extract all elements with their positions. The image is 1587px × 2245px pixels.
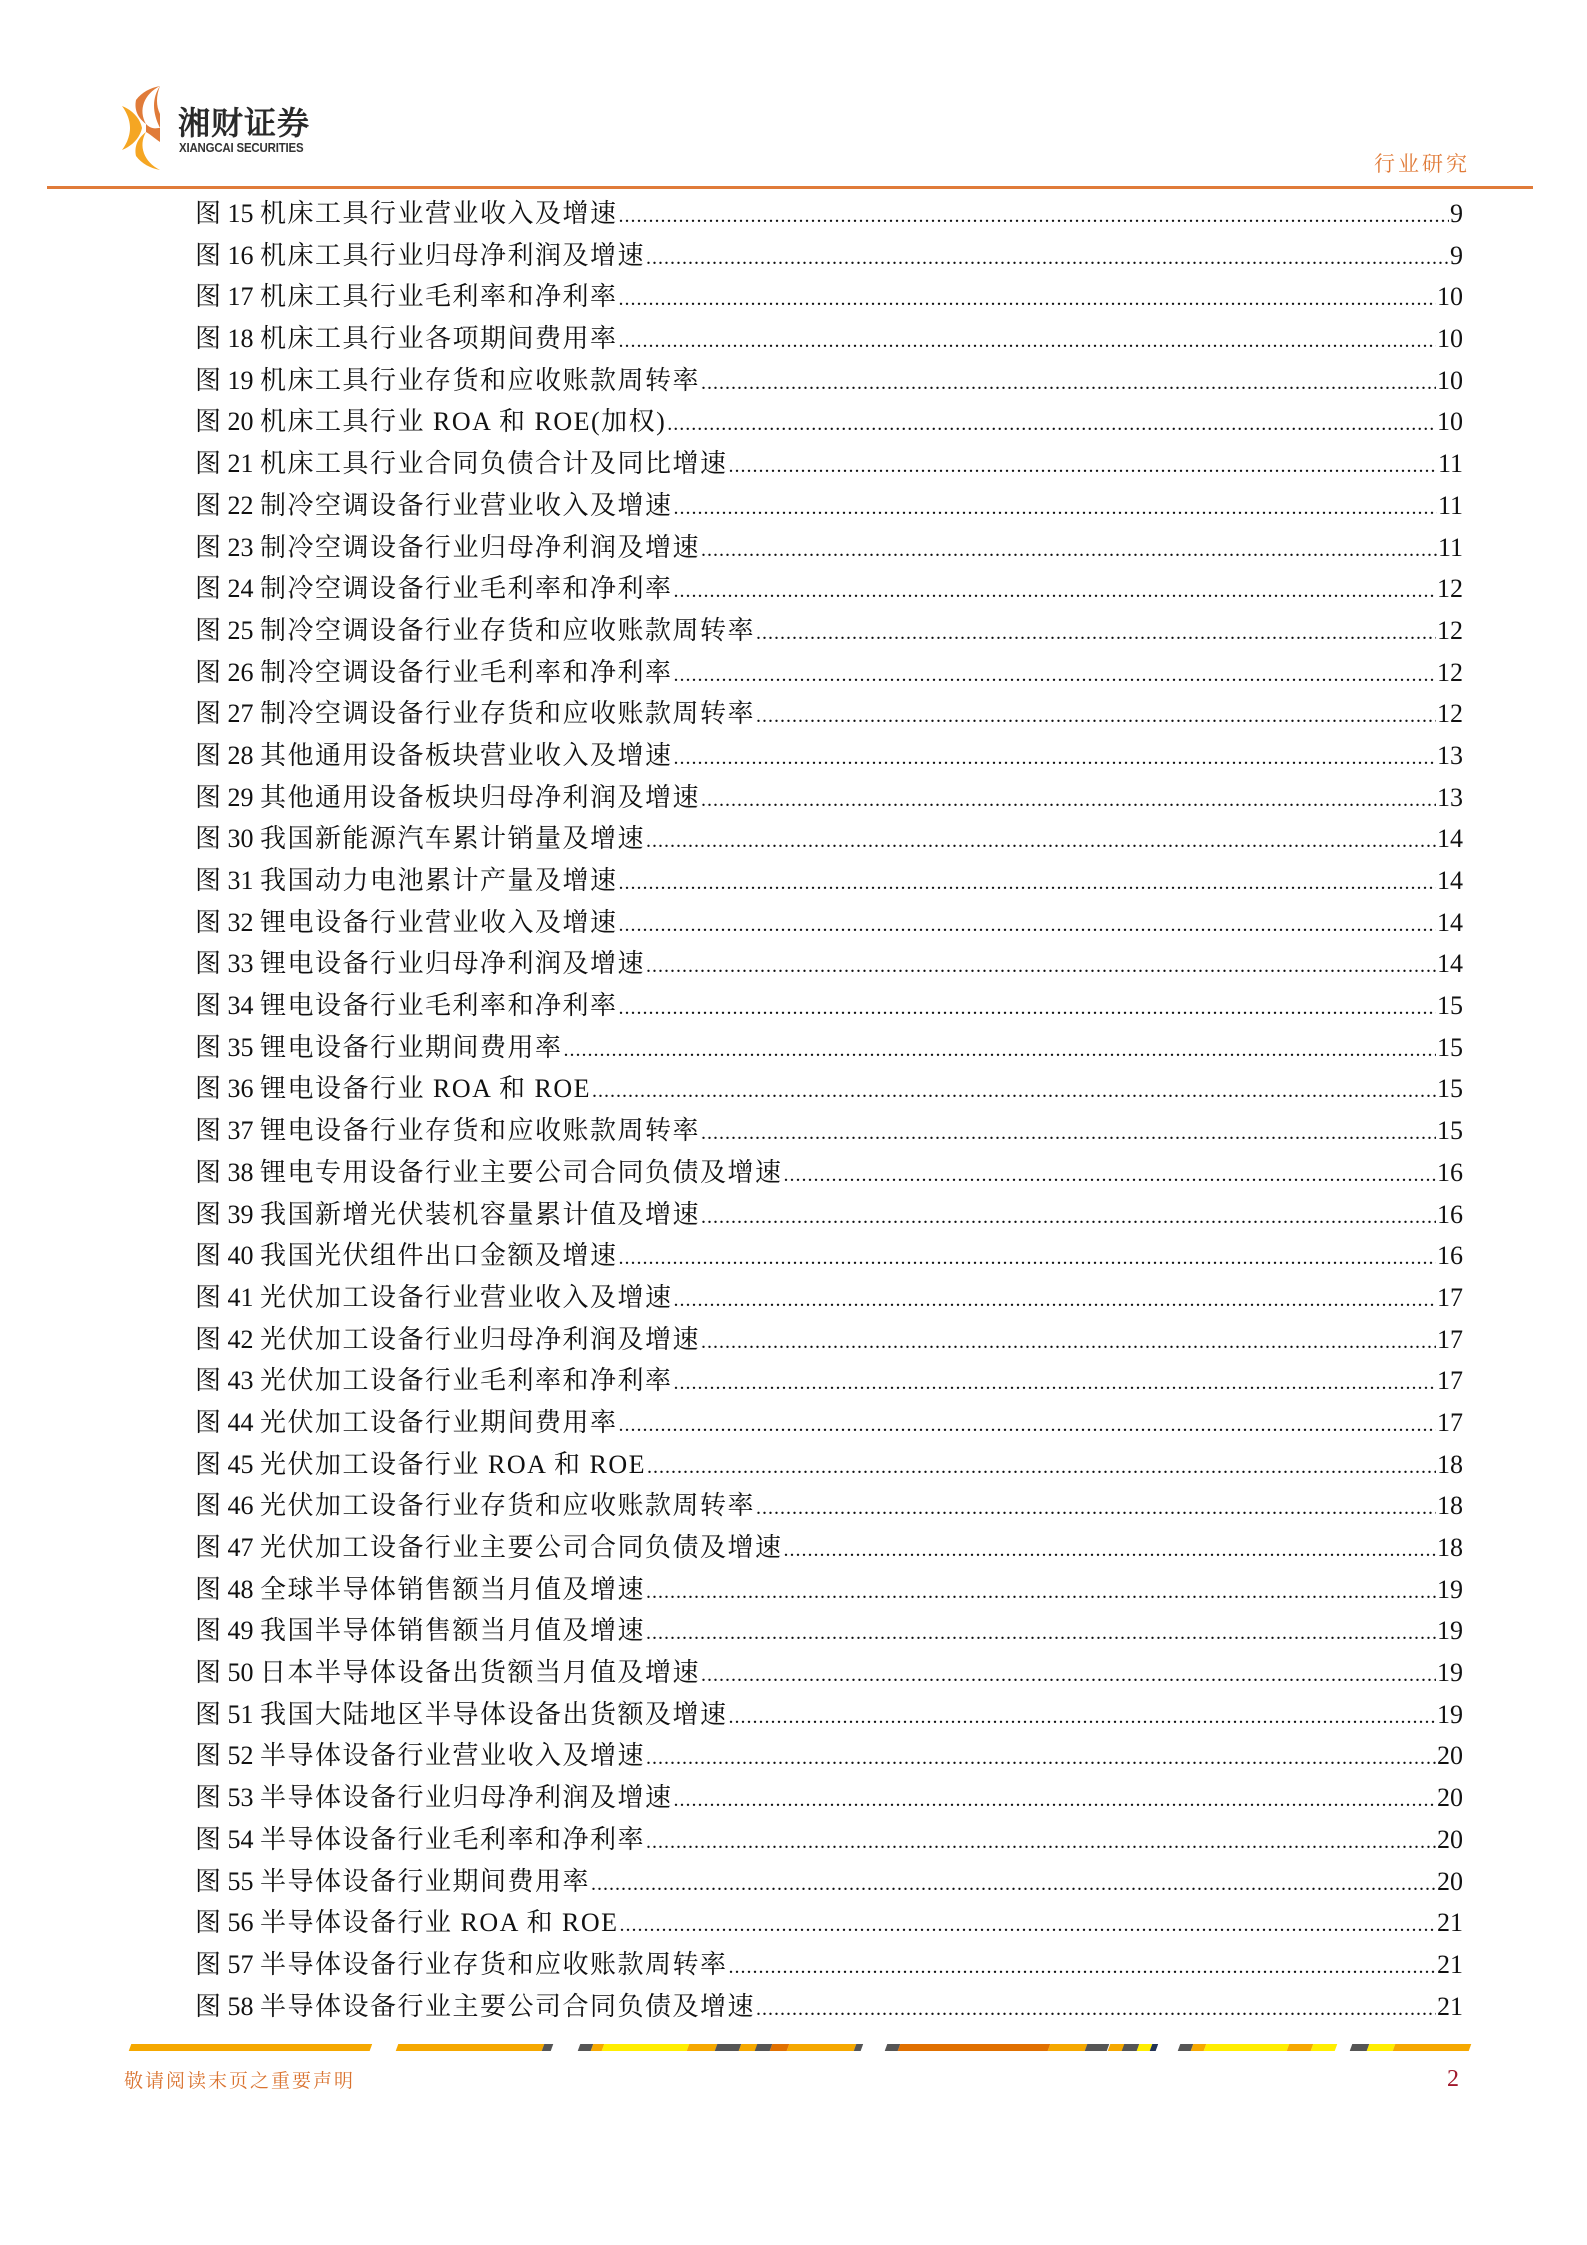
toc-leader-dots — [674, 571, 1436, 613]
toc-leader-dots — [646, 1572, 1436, 1614]
logo-mark-icon — [122, 84, 162, 172]
toc-entry-title[interactable]: 机床工具行业 ROA 和 ROE(加权) — [260, 407, 667, 437]
toc-page-number[interactable]: 16 — [1437, 1157, 1463, 1187]
toc-page-number[interactable]: 15 — [1437, 1074, 1463, 1104]
toc-entry[interactable] — [195, 860, 1463, 902]
toc-leader-dots — [647, 1447, 1436, 1489]
toc-leader-dots — [701, 363, 1436, 405]
toc-page-number[interactable]: 14 — [1437, 866, 1463, 895]
header-divider — [47, 186, 1533, 189]
stripe-segment — [861, 2044, 888, 2051]
toc-entry-title[interactable]: 光伏加工设备行业期间费用率 — [260, 1407, 618, 1437]
toc-figure-number: 图 50 — [195, 1658, 254, 1688]
toc-leader-dots — [619, 279, 1436, 321]
toc-page-number[interactable]: 11 — [1437, 532, 1463, 562]
toc-entry[interactable] — [195, 610, 1463, 652]
toc-figure-number: 图 48 — [195, 1574, 254, 1604]
toc-leader-dots — [701, 1655, 1436, 1697]
toc-page-number[interactable]: 9 — [1450, 199, 1463, 228]
toc-figure-number: 图 18 — [195, 324, 254, 354]
toc-entry-title[interactable]: 我国半导体销售额当月值及增速 — [260, 1616, 646, 1646]
toc-page-number[interactable]: 20 — [1437, 1741, 1463, 1771]
toc-entry[interactable] — [195, 652, 1463, 694]
stripe-segment — [687, 2044, 717, 2051]
toc-figure-number: 图 47 — [195, 1533, 254, 1562]
toc-leader-dots — [784, 1155, 1436, 1197]
toc-entry-title[interactable]: 机床工具行业归母净利润及增速 — [260, 240, 646, 270]
toc-figure-number: 图 43 — [195, 1366, 254, 1396]
toc-leader-dots — [619, 1905, 1436, 1947]
toc-entry-title[interactable]: 机床工具行业毛利率和净利率 — [260, 282, 618, 312]
toc-entry[interactable] — [195, 1444, 1463, 1486]
toc-entry-title[interactable]: 我国动力电池累计产量及增速 — [260, 866, 618, 895]
toc-entry[interactable] — [195, 1110, 1463, 1152]
toc-entry[interactable] — [195, 1360, 1463, 1402]
stripe-segment — [129, 2044, 372, 2051]
toc-figure-number: 图 22 — [195, 490, 254, 520]
toc-page-number[interactable]: 16 — [1437, 1199, 1463, 1229]
toc-entry-title[interactable]: 光伏加工设备行业归母净利润及增速 — [260, 1324, 701, 1354]
toc-leader-dots — [646, 238, 1449, 280]
toc-page-number[interactable]: 20 — [1437, 1824, 1463, 1854]
toc-entry-title[interactable]: 制冷空调设备行业存货和应收账款周转率 — [260, 615, 756, 645]
toc-leader-dots — [729, 1947, 1436, 1989]
toc-leader-dots — [592, 1071, 1436, 1113]
toc-entry-title[interactable]: 光伏加工设备行业主要公司合同负债及增速 — [260, 1533, 783, 1562]
toc-entry-title[interactable]: 光伏加工设备行业 ROA 和 ROE — [260, 1449, 646, 1479]
toc-leader-dots — [646, 1822, 1436, 1864]
toc-page-number[interactable]: 14 — [1437, 824, 1463, 854]
toc-figure-number: 图 23 — [195, 532, 254, 562]
toc-entry-title[interactable]: 制冷空调设备行业存货和应收账款周转率 — [260, 699, 756, 729]
toc-leader-dots — [674, 1280, 1436, 1322]
toc-entry[interactable] — [195, 568, 1463, 610]
toc-page-number[interactable]: 17 — [1437, 1324, 1463, 1354]
toc-figure-number: 图 35 — [195, 1032, 254, 1062]
toc-page-number[interactable]: 13 — [1437, 782, 1463, 812]
toc-figure-number: 图 41 — [195, 1282, 254, 1312]
toc-leader-dots — [701, 780, 1436, 822]
toc-leader-dots — [674, 1363, 1436, 1405]
toc-entry[interactable] — [195, 318, 1463, 360]
toc-leader-dots — [564, 1030, 1436, 1072]
toc-entry[interactable] — [195, 360, 1463, 402]
toc-figure-number: 图 38 — [195, 1157, 254, 1187]
toc-page-number[interactable]: 14 — [1437, 907, 1463, 937]
toc-figure-number: 图 30 — [195, 824, 254, 854]
toc-figure-number: 图 24 — [195, 574, 254, 604]
toc-figure-number: 图 33 — [195, 949, 254, 979]
toc-figure-number: 图 15 — [195, 199, 254, 228]
toc-figure-number: 图 31 — [195, 866, 254, 895]
toc-entry[interactable] — [195, 735, 1463, 777]
toc-entry-title[interactable]: 其他通用设备板块归母净利润及增速 — [260, 782, 701, 812]
toc-leader-dots — [701, 1113, 1436, 1155]
toc-figure-number: 图 39 — [195, 1199, 254, 1229]
toc-figure-number: 图 32 — [195, 907, 254, 937]
toc-page-number[interactable]: 13 — [1437, 740, 1463, 770]
toc-figure-number: 图 49 — [195, 1616, 254, 1646]
toc-entry[interactable] — [195, 943, 1463, 985]
toc-entry-title[interactable]: 全球半导体销售额当月值及增速 — [260, 1574, 646, 1604]
toc-leader-dots — [756, 613, 1436, 655]
page-number: 2 — [1447, 2066, 1459, 2092]
toc-page-number[interactable]: 20 — [1437, 1783, 1463, 1813]
toc-figure-number: 图 54 — [195, 1824, 254, 1854]
toc-page-number[interactable]: 18 — [1437, 1449, 1463, 1479]
toc-entry[interactable] — [195, 1777, 1463, 1819]
toc-entry-title[interactable]: 锂电设备行业毛利率和净利率 — [260, 991, 618, 1021]
toc-leader-dots — [619, 321, 1436, 363]
toc-page-number[interactable]: 17 — [1437, 1366, 1463, 1396]
toc-page-number[interactable]: 15 — [1437, 1032, 1463, 1062]
toc-entry[interactable] — [195, 1861, 1463, 1903]
toc-entry-title[interactable]: 半导体设备行业存货和应收账款周转率 — [260, 1949, 728, 1979]
toc-entry[interactable] — [195, 1485, 1463, 1527]
toc-entry[interactable] — [195, 985, 1463, 1027]
stripe-segment — [601, 2044, 689, 2051]
toc-leader-dots — [619, 905, 1436, 947]
toc-entry[interactable] — [195, 1610, 1463, 1652]
toc-figure-number: 图 46 — [195, 1491, 254, 1521]
toc-entry-title[interactable]: 机床工具行业各项期间费用率 — [260, 324, 618, 354]
toc-entry[interactable] — [195, 1402, 1463, 1444]
toc-leader-dots — [646, 1738, 1436, 1780]
company-logo — [122, 84, 342, 174]
toc-entry[interactable] — [195, 1277, 1463, 1319]
stripe-segment — [1155, 2044, 1180, 2051]
stripe-segment — [714, 2044, 741, 2051]
toc-figure-number: 图 37 — [195, 1116, 254, 1146]
toc-leader-dots — [619, 863, 1436, 905]
toc-leader-dots — [619, 988, 1436, 1030]
toc-entry-title[interactable]: 半导体设备行业归母净利润及增速 — [260, 1783, 673, 1813]
toc-entry-title[interactable]: 制冷空调设备行业归母净利润及增速 — [260, 532, 701, 562]
toc-leader-dots — [729, 446, 1437, 488]
toc-entry-title[interactable]: 其他通用设备板块营业收入及增速 — [260, 740, 673, 770]
toc-entry-title[interactable]: 锂电设备行业 ROA 和 ROE — [260, 1074, 591, 1104]
toc-leader-dots — [667, 404, 1436, 446]
toc-entry[interactable] — [195, 1569, 1463, 1611]
toc-entry[interactable] — [195, 1527, 1463, 1569]
toc-leader-dots — [729, 1697, 1436, 1739]
toc-entry-title[interactable]: 我国新增光伏装机容量累计值及增速 — [260, 1199, 701, 1229]
toc-entry[interactable] — [195, 401, 1463, 443]
disclaimer-note: 敬请阅读末页之重要声明 — [124, 2070, 356, 2092]
toc-entry-title[interactable]: 机床工具行业存货和应收账款周转率 — [260, 365, 701, 395]
logo-text-cn: 湘财证券 — [178, 104, 311, 142]
toc-entry[interactable] — [195, 527, 1463, 569]
toc-page-number[interactable]: 17 — [1437, 1407, 1463, 1437]
toc-entry-title[interactable]: 光伏加工设备行业毛利率和净利率 — [260, 1366, 673, 1396]
logo-text-en: XIANGCAI SECURITIES — [179, 140, 304, 155]
toc-entry[interactable] — [195, 485, 1463, 527]
toc-entry-title[interactable]: 锂电设备行业归母净利润及增速 — [260, 949, 646, 979]
toc-leader-dots — [619, 1405, 1436, 1447]
stripe-segment — [898, 2044, 1051, 2051]
toc-figure-number: 图 29 — [195, 782, 254, 812]
toc-figure-number: 图 27 — [195, 699, 254, 729]
toc-entry-title[interactable]: 我国大陆地区半导体设备出货额及增速 — [260, 1699, 728, 1729]
toc-entry[interactable] — [195, 1152, 1463, 1194]
toc-entry[interactable] — [195, 693, 1463, 735]
toc-entry-title[interactable]: 锂电设备行业存货和应收账款周转率 — [260, 1116, 701, 1146]
toc-entry[interactable] — [195, 1735, 1463, 1777]
toc-leader-dots — [646, 946, 1436, 988]
toc-entry[interactable] — [195, 1652, 1463, 1694]
toc-entry[interactable] — [195, 902, 1463, 944]
toc-figure-number: 图 36 — [195, 1074, 254, 1104]
toc-leader-dots — [674, 1780, 1436, 1822]
toc-page-number[interactable]: 10 — [1437, 282, 1463, 312]
stripe-segment — [1048, 2044, 1088, 2051]
toc-leader-dots — [784, 1530, 1436, 1572]
toc-figure-number: 图 40 — [195, 1241, 254, 1271]
toc-page-number[interactable]: 15 — [1437, 991, 1463, 1021]
toc-entry-title[interactable]: 机床工具行业营业收入及增速 — [260, 199, 618, 228]
toc-figure-number: 图 17 — [195, 282, 254, 312]
toc-entry-title[interactable]: 半导体设备行业毛利率和净利率 — [260, 1824, 646, 1854]
toc-page-number[interactable]: 21 — [1437, 1991, 1463, 2021]
toc-entry[interactable] — [195, 1944, 1463, 1986]
toc-entry-title[interactable]: 半导体设备行业 ROA 和 ROE — [260, 1908, 619, 1938]
toc-page-number[interactable]: 11 — [1437, 490, 1463, 520]
toc-page-number[interactable]: 19 — [1437, 1658, 1463, 1688]
toc-entry[interactable] — [195, 443, 1463, 485]
toc-entry[interactable] — [195, 1819, 1463, 1861]
toc-leader-dots — [701, 1197, 1436, 1239]
stripe-segment — [1287, 2044, 1314, 2051]
footer-stripe — [130, 2044, 1470, 2051]
toc-entry-title[interactable]: 日本半导体设备出货额当月值及增速 — [260, 1658, 701, 1688]
stripe-segment — [1204, 2044, 1290, 2051]
toc-page-number[interactable]: 14 — [1437, 949, 1463, 979]
toc-figure-number: 图 45 — [195, 1449, 254, 1479]
toc-figure-number: 图 28 — [195, 740, 254, 770]
toc-leader-dots — [756, 1989, 1436, 2031]
toc-leader-dots — [674, 738, 1436, 780]
toc-figure-number: 图 52 — [195, 1741, 254, 1771]
toc-entry-title[interactable]: 我国光伏组件出口金额及增速 — [260, 1241, 618, 1271]
toc-figure-number: 图 21 — [195, 449, 254, 479]
toc-leader-dots — [674, 488, 1437, 530]
toc-page-number[interactable]: 21 — [1437, 1908, 1463, 1938]
stripe-segment — [396, 2044, 545, 2051]
toc-entry-title[interactable]: 机床工具行业合同负债合计及同比增速 — [260, 449, 728, 479]
toc-figure-number: 图 42 — [195, 1324, 254, 1354]
toc-entry[interactable] — [195, 1235, 1463, 1277]
toc-page-number[interactable]: 15 — [1437, 1116, 1463, 1146]
toc-page-number[interactable]: 10 — [1437, 324, 1463, 354]
toc-entry[interactable] — [195, 235, 1463, 277]
toc-entry-title[interactable]: 锂电专用设备行业主要公司合同负债及增速 — [260, 1157, 783, 1187]
toc-leader-dots — [701, 1322, 1436, 1364]
toc-page-number[interactable]: 18 — [1437, 1533, 1463, 1562]
toc-figure-number: 图 34 — [195, 991, 254, 1021]
toc-leader-dots — [756, 696, 1436, 738]
toc-entry[interactable] — [195, 276, 1463, 318]
toc-page-number[interactable]: 17 — [1437, 1282, 1463, 1312]
toc-page-number[interactable]: 16 — [1437, 1241, 1463, 1271]
toc-figure-number: 图 25 — [195, 615, 254, 645]
toc-figure-number: 图 58 — [195, 1991, 254, 2021]
toc-figure-number: 图 44 — [195, 1407, 254, 1437]
stripe-segment — [1393, 2044, 1472, 2051]
toc-entry-title[interactable]: 制冷空调设备行业毛利率和净利率 — [260, 657, 673, 687]
toc-entry-title[interactable]: 制冷空调设备行业营业收入及增速 — [260, 490, 673, 520]
toc-entry-title[interactable]: 制冷空调设备行业毛利率和净利率 — [260, 574, 673, 604]
toc-entry-title[interactable]: 半导体设备行业期间费用率 — [260, 1866, 591, 1896]
stripe-segment — [370, 2044, 399, 2051]
toc-figure-number: 图 56 — [195, 1908, 254, 1938]
toc-figure-number: 图 57 — [195, 1949, 254, 1979]
toc-leader-dots — [646, 821, 1436, 863]
toc-page-number[interactable]: 9 — [1450, 240, 1463, 270]
toc-page-number[interactable]: 10 — [1437, 365, 1463, 395]
toc-entry[interactable] — [195, 193, 1463, 235]
toc-entry-title[interactable]: 半导体设备行业主要公司合同负债及增速 — [260, 1991, 756, 2021]
report-type-label: 行业研究 — [1374, 152, 1470, 176]
toc-entry-title[interactable]: 锂电设备行业营业收入及增速 — [260, 907, 618, 937]
toc-entry[interactable] — [195, 818, 1463, 860]
toc-entry[interactable] — [195, 1194, 1463, 1236]
stripe-segment — [787, 2044, 856, 2051]
toc-entry[interactable] — [195, 1068, 1463, 1110]
toc-leader-dots — [619, 1238, 1436, 1280]
toc-figure-number: 图 55 — [195, 1866, 254, 1896]
toc-page-number[interactable]: 12 — [1437, 574, 1463, 604]
toc-page-number[interactable]: 19 — [1437, 1699, 1463, 1729]
toc-leader-dots — [701, 530, 1437, 572]
toc-page-number[interactable]: 21 — [1437, 1949, 1463, 1979]
toc-page-number[interactable]: 10 — [1437, 407, 1463, 437]
toc-figure-number: 图 20 — [195, 407, 254, 437]
toc-page-number[interactable]: 18 — [1437, 1491, 1463, 1521]
stripe-segment — [551, 2044, 580, 2051]
figure-table-of-contents — [195, 193, 1463, 2027]
toc-figure-number: 图 26 — [195, 657, 254, 687]
toc-entry-title[interactable]: 半导体设备行业营业收入及增速 — [260, 1741, 646, 1771]
toc-leader-dots — [674, 655, 1436, 697]
toc-entry[interactable] — [195, 1902, 1463, 1944]
toc-page-number[interactable]: 11 — [1437, 449, 1463, 479]
toc-page-number[interactable]: 20 — [1437, 1866, 1463, 1896]
toc-figure-number: 图 16 — [195, 240, 254, 270]
toc-entry[interactable] — [195, 1027, 1463, 1069]
toc-entry-title[interactable]: 锂电设备行业期间费用率 — [260, 1032, 563, 1062]
toc-page-number[interactable]: 12 — [1437, 657, 1463, 687]
toc-figure-number: 图 51 — [195, 1699, 254, 1729]
toc-entry-title[interactable]: 光伏加工设备行业营业收入及增速 — [260, 1282, 673, 1312]
toc-page-number[interactable]: 19 — [1437, 1574, 1463, 1604]
toc-leader-dots — [646, 1613, 1436, 1655]
toc-entry[interactable] — [195, 777, 1463, 819]
toc-figure-number: 图 19 — [195, 365, 254, 395]
toc-entry-title[interactable]: 我国新能源汽车累计销量及增速 — [260, 824, 646, 854]
toc-entry[interactable] — [195, 1319, 1463, 1361]
toc-entry[interactable] — [195, 1694, 1463, 1736]
toc-page-number[interactable]: 12 — [1437, 615, 1463, 645]
stripe-segment — [1367, 2044, 1396, 2051]
toc-leader-dots — [756, 1488, 1436, 1530]
stripe-segment — [1085, 2044, 1110, 2051]
toc-entry[interactable] — [195, 1986, 1463, 2028]
toc-figure-number: 图 53 — [195, 1783, 254, 1813]
toc-page-number[interactable]: 19 — [1437, 1616, 1463, 1646]
toc-leader-dots — [591, 1864, 1436, 1906]
toc-page-number[interactable]: 12 — [1437, 699, 1463, 729]
stripe-segment — [1311, 2044, 1338, 2051]
toc-leader-dots — [619, 196, 1449, 238]
toc-entry-title[interactable]: 光伏加工设备行业存货和应收账款周转率 — [260, 1491, 756, 1521]
